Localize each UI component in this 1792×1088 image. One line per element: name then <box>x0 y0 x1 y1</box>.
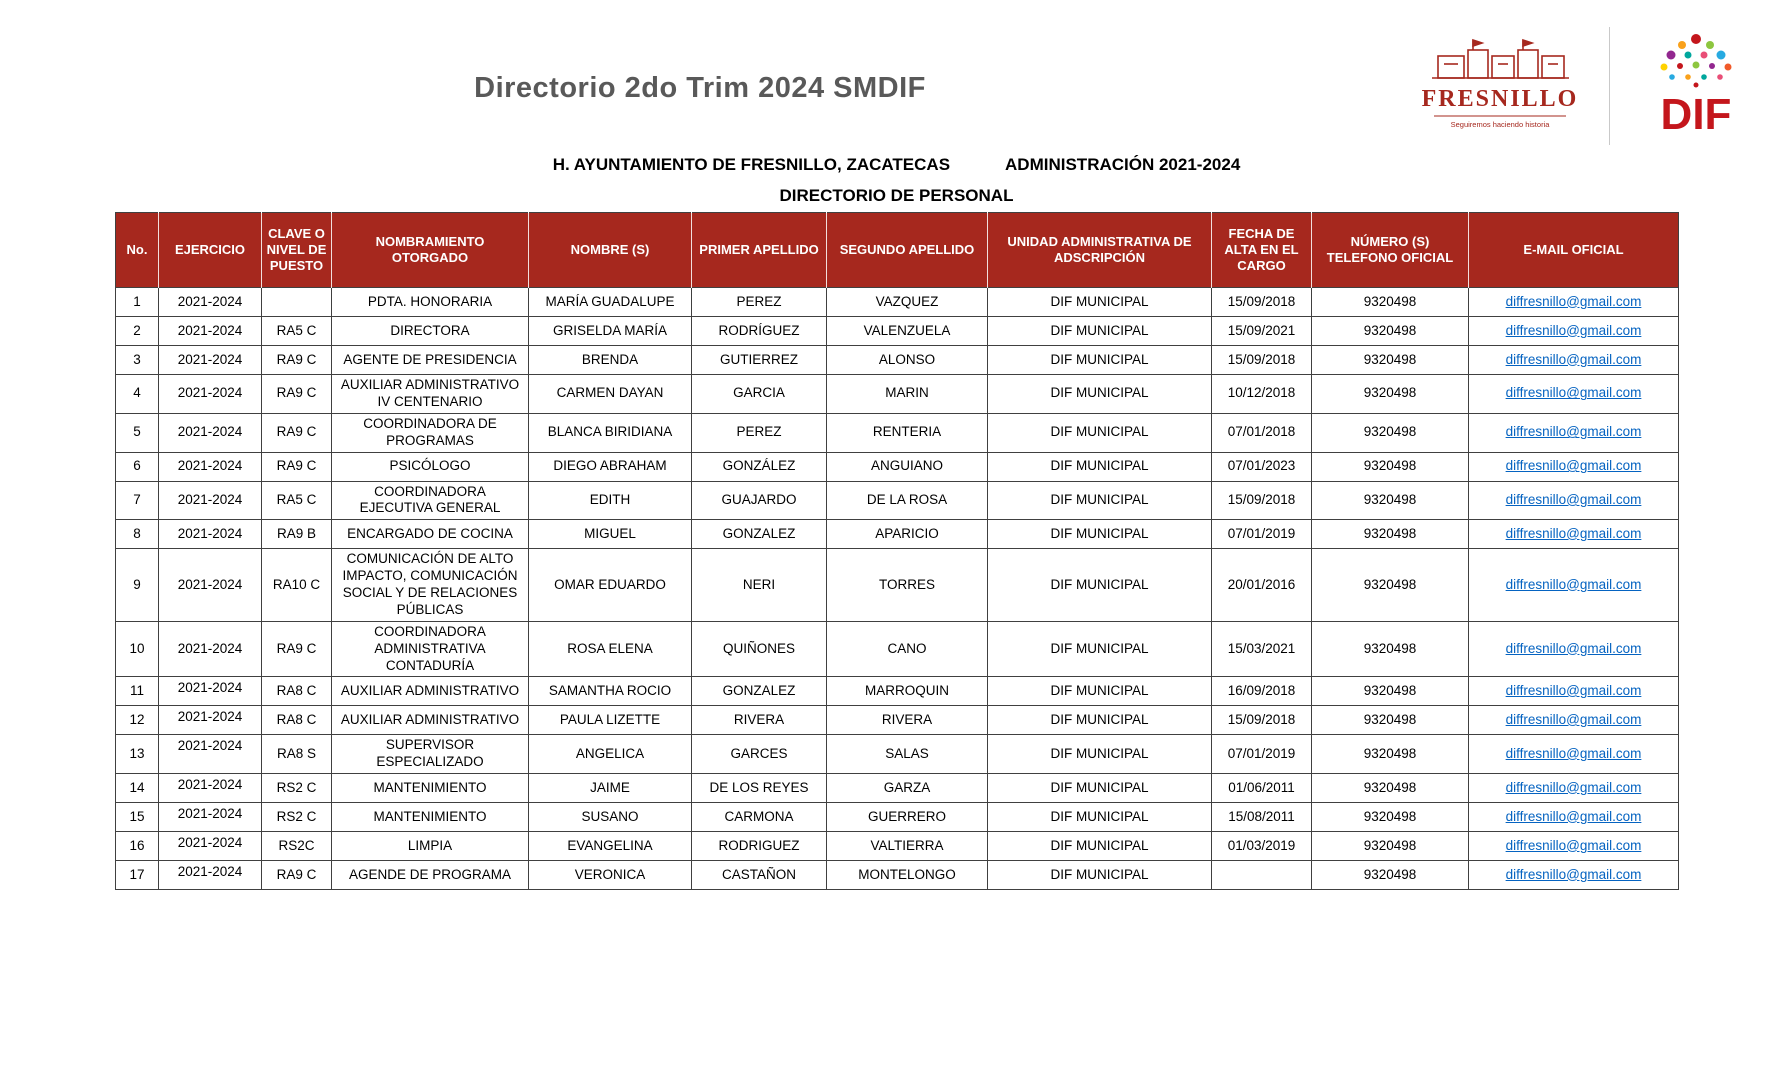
cell-unidad: DIF MUNICIPAL <box>988 549 1212 622</box>
cell-fecha: 07/01/2018 <box>1212 413 1312 452</box>
cell-primer_apellido: GARCES <box>692 735 827 774</box>
cell-ejercicio: 2021-2024 <box>159 774 262 803</box>
cell-clave <box>262 288 332 317</box>
cell-primer_apellido: DE LOS REYES <box>692 774 827 803</box>
fresnillo-logo <box>1418 26 1583 146</box>
column-header-segundo_apellido: SEGUNDO APELLIDO <box>827 213 988 288</box>
table-row <box>116 774 1679 803</box>
cell-nombre: JAIME <box>529 774 692 803</box>
cell-telefono: 9320498 <box>1312 317 1469 346</box>
cell-unidad: DIF MUNICIPAL <box>988 803 1212 832</box>
cell-primer_apellido: CARMONA <box>692 803 827 832</box>
fresnillo-tagline: Seguiremos haciendo historia <box>1450 120 1550 129</box>
cell-telefono: 9320498 <box>1312 803 1469 832</box>
cell-unidad: DIF MUNICIPAL <box>988 677 1212 706</box>
cell-no: 15 <box>116 803 159 832</box>
cell-clave: RS2 C <box>262 774 332 803</box>
cell-nombre: OMAR EDUARDO <box>529 549 692 622</box>
cell-nombramiento: MANTENIMIENTO <box>332 803 529 832</box>
cell-nombre: VERONICA <box>529 861 692 890</box>
cell-primer_apellido: PEREZ <box>692 288 827 317</box>
email-link[interactable]: diffresnillo@gmail.com <box>1505 576 1642 592</box>
cell-nombramiento: AUXILIAR ADMINISTRATIVO <box>332 677 529 706</box>
cell-segundo_apellido: MARIN <box>827 375 988 414</box>
cell-nombramiento: COMUNICACIÓN DE ALTO IMPACTO, COMUNICACIÓN SOCIAL Y DE RELACIONES PÚBLICAS <box>332 549 529 622</box>
cell-nombramiento: ENCARGADO DE COCINA <box>332 520 529 549</box>
cell-clave: RA5 C <box>262 481 332 520</box>
email-link[interactable]: diffresnillo@gmail.com <box>1505 866 1642 882</box>
cell-nombre: MIGUEL <box>529 520 692 549</box>
email-link[interactable]: diffresnillo@gmail.com <box>1505 837 1642 853</box>
cell-nombre: ANGELICA <box>529 735 692 774</box>
cell-primer_apellido: GUAJARDO <box>692 481 827 520</box>
cell-nombre: ROSA ELENA <box>529 621 692 677</box>
cell-fecha <box>1212 861 1312 890</box>
cell-clave: RS2C <box>262 832 332 861</box>
cell-unidad: DIF MUNICIPAL <box>988 706 1212 735</box>
cell-fecha: 07/01/2019 <box>1212 520 1312 549</box>
table-row <box>116 346 1679 375</box>
cell-email <box>1469 549 1679 622</box>
table-row <box>116 677 1679 706</box>
cell-nombramiento: AGENDE DE PROGRAMA <box>332 861 529 890</box>
fresnillo-wordmark: FRESNILLO <box>1421 86 1579 112</box>
cell-no: 12 <box>116 706 159 735</box>
cell-segundo_apellido: ANGUIANO <box>827 452 988 481</box>
cell-no: 1 <box>116 288 159 317</box>
cell-clave: RA9 C <box>262 375 332 414</box>
cell-fecha: 20/01/2016 <box>1212 549 1312 622</box>
cell-fecha: 15/08/2011 <box>1212 803 1312 832</box>
email-link[interactable]: diffresnillo@gmail.com <box>1505 682 1642 698</box>
cell-telefono: 9320498 <box>1312 520 1469 549</box>
cell-primer_apellido: GONZALEZ <box>692 520 827 549</box>
cell-nombre: SAMANTHA ROCIO <box>529 677 692 706</box>
cell-primer_apellido: GARCIA <box>692 375 827 414</box>
cell-telefono: 9320498 <box>1312 549 1469 622</box>
cell-fecha: 01/03/2019 <box>1212 832 1312 861</box>
cell-ejercicio: 2021-2024 <box>159 803 262 832</box>
cell-no: 7 <box>116 481 159 520</box>
cell-nombre: BRENDA <box>529 346 692 375</box>
cell-telefono: 9320498 <box>1312 288 1469 317</box>
cell-email <box>1469 346 1679 375</box>
cell-nombre: EDITH <box>529 481 692 520</box>
cell-segundo_apellido: TORRES <box>827 549 988 622</box>
cell-telefono: 9320498 <box>1312 735 1469 774</box>
cell-email <box>1469 861 1679 890</box>
email-link[interactable]: diffresnillo@gmail.com <box>1505 711 1642 727</box>
cell-clave: RA8 C <box>262 677 332 706</box>
cell-clave: RA9 C <box>262 861 332 890</box>
cell-telefono: 9320498 <box>1312 481 1469 520</box>
cell-nombramiento: LIMPIA <box>332 832 529 861</box>
cell-primer_apellido: GUTIERREZ <box>692 346 827 375</box>
cell-telefono: 9320498 <box>1312 621 1469 677</box>
email-link[interactable]: diffresnillo@gmail.com <box>1505 385 1642 401</box>
cell-clave: RA9 C <box>262 413 332 452</box>
cell-email <box>1469 317 1679 346</box>
cell-unidad: DIF MUNICIPAL <box>988 735 1212 774</box>
page-title: Directorio 2do Trim 2024 SMDIF <box>474 72 926 104</box>
column-header-nombre: NOMBRE (S) <box>529 213 692 288</box>
email-link[interactable]: diffresnillo@gmail.com <box>1505 525 1642 541</box>
column-header-telefono: NÚMERO (S) TELEFONO OFICIAL <box>1312 213 1469 288</box>
cell-segundo_apellido: RENTERIA <box>827 413 988 452</box>
cell-fecha: 01/06/2011 <box>1212 774 1312 803</box>
cell-nombre: CARMEN DAYAN <box>529 375 692 414</box>
dif-logo <box>1636 25 1756 147</box>
email-link[interactable]: diffresnillo@gmail.com <box>1505 458 1642 474</box>
table-row <box>116 520 1679 549</box>
cell-primer_apellido: PEREZ <box>692 413 827 452</box>
cell-segundo_apellido: ALONSO <box>827 346 988 375</box>
cell-unidad: DIF MUNICIPAL <box>988 832 1212 861</box>
subtitle-administracion: ADMINISTRACIÓN 2021-2024 <box>1005 155 1241 174</box>
table-row <box>116 549 1679 622</box>
cell-unidad: DIF MUNICIPAL <box>988 288 1212 317</box>
cell-nombramiento: COORDINADORA DE PROGRAMAS <box>332 413 529 452</box>
table-row <box>116 735 1679 774</box>
cell-segundo_apellido: APARICIO <box>827 520 988 549</box>
cell-fecha: 15/03/2021 <box>1212 621 1312 677</box>
cell-telefono: 9320498 <box>1312 346 1469 375</box>
cell-no: 6 <box>116 452 159 481</box>
cell-email <box>1469 452 1679 481</box>
cell-clave: RA9 B <box>262 520 332 549</box>
cell-telefono: 9320498 <box>1312 375 1469 414</box>
column-header-unidad: UNIDAD ADMINISTRATIVA DE ADSCRIPCIÓN <box>988 213 1212 288</box>
cell-ejercicio: 2021-2024 <box>159 317 262 346</box>
cell-no: 10 <box>116 621 159 677</box>
column-header-fecha: FECHA DE ALTA EN EL CARGO <box>1212 213 1312 288</box>
logo-area <box>1418 22 1756 150</box>
cell-clave: RA9 C <box>262 452 332 481</box>
dif-wordmark: DIF <box>1660 90 1732 139</box>
cell-fecha: 07/01/2019 <box>1212 735 1312 774</box>
cell-ejercicio: 2021-2024 <box>159 375 262 414</box>
cell-email <box>1469 706 1679 735</box>
header-row <box>116 213 1679 288</box>
cell-nombramiento: AUXILIAR ADMINISTRATIVO <box>332 706 529 735</box>
cell-email <box>1469 774 1679 803</box>
cell-ejercicio: 2021-2024 <box>159 452 262 481</box>
cell-fecha: 16/09/2018 <box>1212 677 1312 706</box>
cell-primer_apellido: CASTAÑON <box>692 861 827 890</box>
fresnillo-building-icon <box>1432 40 1569 78</box>
cell-fecha: 15/09/2018 <box>1212 288 1312 317</box>
column-header-nombramiento: NOMBRAMIENTO OTORGADO <box>332 213 529 288</box>
table-row <box>116 621 1679 677</box>
cell-unidad: DIF MUNICIPAL <box>988 520 1212 549</box>
cell-email <box>1469 803 1679 832</box>
cell-segundo_apellido: VAZQUEZ <box>827 288 988 317</box>
subtitle-directorio: DIRECTORIO DE PERSONAL <box>779 186 1014 205</box>
cell-email <box>1469 375 1679 414</box>
cell-clave: RA9 C <box>262 621 332 677</box>
email-link[interactable]: diffresnillo@gmail.com <box>1505 491 1642 507</box>
cell-telefono: 9320498 <box>1312 452 1469 481</box>
cell-no: 11 <box>116 677 159 706</box>
cell-unidad: DIF MUNICIPAL <box>988 375 1212 414</box>
cell-primer_apellido: RODRIGUEZ <box>692 832 827 861</box>
cell-email <box>1469 832 1679 861</box>
cell-unidad: DIF MUNICIPAL <box>988 346 1212 375</box>
cell-clave: RA8 S <box>262 735 332 774</box>
cell-primer_apellido: GONZÁLEZ <box>692 452 827 481</box>
cell-no: 4 <box>116 375 159 414</box>
cell-ejercicio: 2021-2024 <box>159 621 262 677</box>
cell-telefono: 9320498 <box>1312 677 1469 706</box>
cell-clave: RA10 C <box>262 549 332 622</box>
logo-divider <box>1609 27 1610 145</box>
dif-tree-dots-icon <box>1661 34 1732 88</box>
cell-segundo_apellido: GARZA <box>827 774 988 803</box>
cell-email <box>1469 413 1679 452</box>
cell-ejercicio: 2021-2024 <box>159 832 262 861</box>
email-link[interactable]: diffresnillo@gmail.com <box>1505 293 1642 309</box>
table-row <box>116 413 1679 452</box>
cell-telefono: 9320498 <box>1312 861 1469 890</box>
cell-nombramiento: AUXILIAR ADMINISTRATIVO IV CENTENARIO <box>332 375 529 414</box>
table-row <box>116 481 1679 520</box>
subtitle-ayuntamiento: H. AYUNTAMIENTO DE FRESNILLO, ZACATECAS <box>552 155 951 174</box>
cell-segundo_apellido: RIVERA <box>827 706 988 735</box>
cell-segundo_apellido: CANO <box>827 621 988 677</box>
table-header <box>116 213 1679 288</box>
cell-email <box>1469 621 1679 677</box>
cell-primer_apellido: RODRÍGUEZ <box>692 317 827 346</box>
cell-ejercicio: 2021-2024 <box>159 481 262 520</box>
cell-ejercicio: 2021-2024 <box>159 735 262 774</box>
cell-ejercicio: 2021-2024 <box>159 520 262 549</box>
cell-ejercicio: 2021-2024 <box>159 677 262 706</box>
cell-nombramiento: COORDINADORA ADMINISTRATIVA CONTADURÍA <box>332 621 529 677</box>
table-row <box>116 452 1679 481</box>
cell-nombramiento: MANTENIMIENTO <box>332 774 529 803</box>
cell-segundo_apellido: SALAS <box>827 735 988 774</box>
cell-ejercicio: 2021-2024 <box>159 413 262 452</box>
cell-fecha: 15/09/2018 <box>1212 346 1312 375</box>
cell-no: 8 <box>116 520 159 549</box>
cell-no: 2 <box>116 317 159 346</box>
cell-segundo_apellido: MONTELONGO <box>827 861 988 890</box>
cell-nombre: EVANGELINA <box>529 832 692 861</box>
cell-fecha: 07/01/2023 <box>1212 452 1312 481</box>
cell-segundo_apellido: VALENZUELA <box>827 317 988 346</box>
subtitle-row <box>115 155 1678 175</box>
cell-segundo_apellido: MARROQUIN <box>827 677 988 706</box>
email-link[interactable]: diffresnillo@gmail.com <box>1505 745 1642 761</box>
cell-no: 17 <box>116 861 159 890</box>
cell-primer_apellido: NERI <box>692 549 827 622</box>
cell-nombre: SUSANO <box>529 803 692 832</box>
column-header-primer_apellido: PRIMER APELLIDO <box>692 213 827 288</box>
cell-segundo_apellido: GUERRERO <box>827 803 988 832</box>
cell-telefono: 9320498 <box>1312 774 1469 803</box>
column-header-ejercicio: EJERCICIO <box>159 213 262 288</box>
cell-no: 5 <box>116 413 159 452</box>
cell-primer_apellido: RIVERA <box>692 706 827 735</box>
cell-unidad: DIF MUNICIPAL <box>988 317 1212 346</box>
table-row <box>116 803 1679 832</box>
cell-no: 3 <box>116 346 159 375</box>
cell-telefono: 9320498 <box>1312 706 1469 735</box>
table-row <box>116 832 1679 861</box>
table-row <box>116 288 1679 317</box>
cell-unidad: DIF MUNICIPAL <box>988 481 1212 520</box>
cell-clave: RS2 C <box>262 803 332 832</box>
cell-ejercicio: 2021-2024 <box>159 346 262 375</box>
email-link[interactable]: diffresnillo@gmail.com <box>1505 640 1642 656</box>
email-link[interactable]: diffresnillo@gmail.com <box>1505 779 1642 795</box>
cell-telefono: 9320498 <box>1312 413 1469 452</box>
cell-email <box>1469 677 1679 706</box>
cell-fecha: 15/09/2018 <box>1212 706 1312 735</box>
cell-telefono: 9320498 <box>1312 832 1469 861</box>
cell-no: 14 <box>116 774 159 803</box>
cell-nombre: MARÍA GUADALUPE <box>529 288 692 317</box>
email-link[interactable]: diffresnillo@gmail.com <box>1505 351 1642 367</box>
cell-unidad: DIF MUNICIPAL <box>988 452 1212 481</box>
column-header-no: No. <box>116 213 159 288</box>
cell-clave: RA9 C <box>262 346 332 375</box>
cell-no: 13 <box>116 735 159 774</box>
cell-unidad: DIF MUNICIPAL <box>988 774 1212 803</box>
cell-nombramiento: AGENTE DE PRESIDENCIA <box>332 346 529 375</box>
cell-segundo_apellido: DE LA ROSA <box>827 481 988 520</box>
cell-email <box>1469 520 1679 549</box>
table-row <box>116 317 1679 346</box>
cell-nombre: DIEGO ABRAHAM <box>529 452 692 481</box>
cell-fecha: 15/09/2018 <box>1212 481 1312 520</box>
cell-segundo_apellido: VALTIERRA <box>827 832 988 861</box>
cell-nombramiento: SUPERVISOR ESPECIALIZADO <box>332 735 529 774</box>
column-header-email: E-MAIL OFICIAL <box>1469 213 1679 288</box>
cell-nombramiento: PDTA. HONORARIA <box>332 288 529 317</box>
table-row <box>116 706 1679 735</box>
column-header-clave: CLAVE O NIVEL DE PUESTO <box>262 213 332 288</box>
cell-clave: RA5 C <box>262 317 332 346</box>
cell-no: 16 <box>116 832 159 861</box>
email-link[interactable]: diffresnillo@gmail.com <box>1505 322 1642 338</box>
cell-ejercicio: 2021-2024 <box>159 549 262 622</box>
cell-email <box>1469 481 1679 520</box>
email-link[interactable]: diffresnillo@gmail.com <box>1505 424 1642 440</box>
cell-ejercicio: 2021-2024 <box>159 288 262 317</box>
cell-nombramiento: PSICÓLOGO <box>332 452 529 481</box>
cell-unidad: DIF MUNICIPAL <box>988 861 1212 890</box>
cell-fecha: 10/12/2018 <box>1212 375 1312 414</box>
cell-unidad: DIF MUNICIPAL <box>988 621 1212 677</box>
cell-primer_apellido: QUIÑONES <box>692 621 827 677</box>
cell-clave: RA8 C <box>262 706 332 735</box>
cell-ejercicio: 2021-2024 <box>159 706 262 735</box>
cell-nombre: GRISELDA MARÍA <box>529 317 692 346</box>
cell-nombramiento: DIRECTORA <box>332 317 529 346</box>
cell-primer_apellido: GONZALEZ <box>692 677 827 706</box>
cell-no: 9 <box>116 549 159 622</box>
cell-nombramiento: COORDINADORA EJECUTIVA GENERAL <box>332 481 529 520</box>
personnel-table <box>115 212 1679 890</box>
cell-unidad: DIF MUNICIPAL <box>988 413 1212 452</box>
cell-email <box>1469 288 1679 317</box>
cell-nombre: PAULA LIZETTE <box>529 706 692 735</box>
cell-fecha: 15/09/2021 <box>1212 317 1312 346</box>
table-body <box>116 288 1679 890</box>
email-link[interactable]: diffresnillo@gmail.com <box>1505 808 1642 824</box>
cell-ejercicio: 2021-2024 <box>159 861 262 890</box>
table-row <box>116 861 1679 890</box>
table-row <box>116 375 1679 414</box>
cell-email <box>1469 735 1679 774</box>
cell-nombre: BLANCA BIRIDIANA <box>529 413 692 452</box>
